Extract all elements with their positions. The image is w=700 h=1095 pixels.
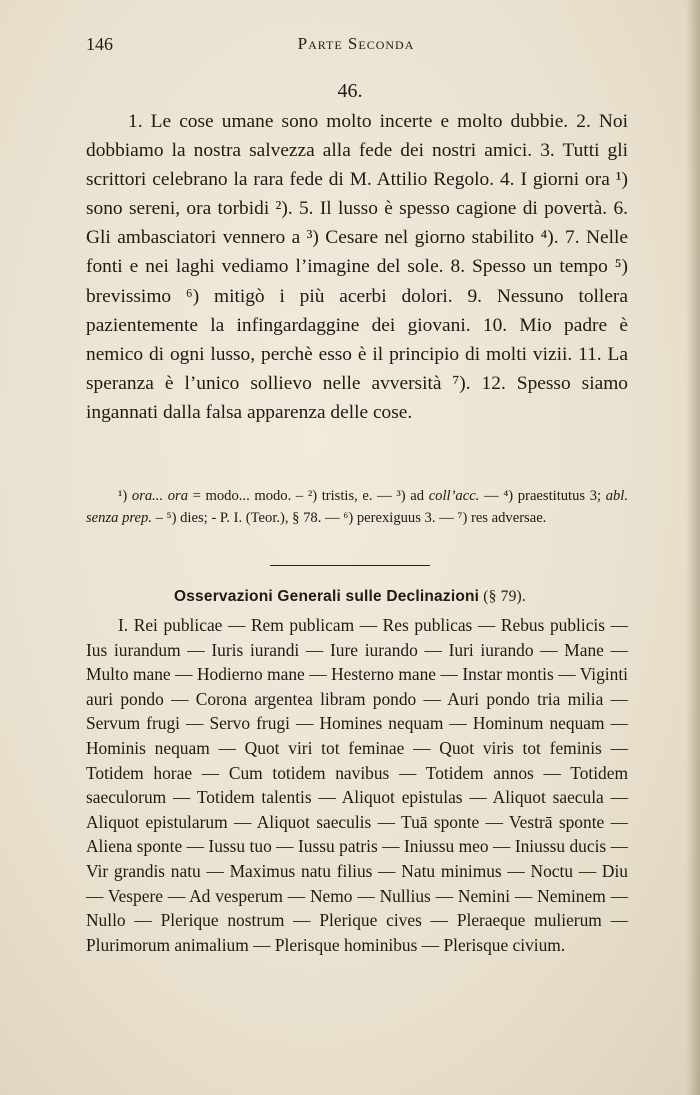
section-title-text: Osservazioni Generali sulle Declinazioni [173, 588, 480, 605]
footnote-5-7-gloss: – ⁵) dies; - P. I. (Teor.), § 78. — ⁶) perexiguus 3. — ⁷) res adversae. [151, 510, 547, 526]
section-title [0, 588, 700, 606]
section-text: I. Rei publicae — Rem publicam — Res publicas — Rebus publicis — Ius iurandum — Iuris iurandi — Iure iurando — Iuri iurando — Mane — Multo mane — Hodierno mane — Hesterno mane — Instar montis — Viginti auri pondo — Corona argentea libram pondo — Auri pondo tria milia — Servum frugi — Servo frugi — Homines nequam — Hominum nequam — Hominis nequam — Quot viri tot feminae — Quot viris tot feminis — Totidem horae — Cum totidem navibus — Totidem annos — Totidem saeculorum — Totidem talentis — Aliquot epistulas — Aliquot saecula — Aliquot epistularum — Aliquot saeculis — Tuā sponte — Vestrā sponte — Aliena sponte — Iussu tuo — Iussu patris — Iniussu meo — Iniussu ducis — Vir grandis natu — Maximus natu filius — Natu minimus — Noctu — Diu — Vespere — Ad vesperum — Nemo — Nullius — Nemini — Neminem — Nullo — Plerique nostrum — Plerique cives — Pleraeque mulierum — Plurimorum animalium — Plerisque hominibus — Plerisque civium. [86, 615, 628, 955]
footnote-1-term: ora... ora [131, 488, 189, 504]
section-divider [270, 565, 430, 566]
exercise-text: 1. Le cose umane sono molto incerte e molto dubbie. 2. Noi dobbiamo la nostra salvezza alla fede dei nostri amici. 3. Tutti gli scrittori celebrano la rara fede di M. Attilio Regolo. 4. I giorni ora ¹) sono sereni, ora torbidi ²). 5. Il lusso è spesso cagione di povertà. 6. Gli ambasciatori vennero a ³) Cesare nel giorno stabilito ⁴). 7. Nelle fonti e nei laghi vediamo l’imagine del sole. 8. Spesso un tempo ⁵) brevissimo ⁶) mitigò i più acerbi dolori. 9. Nessuno tollera pazientemente la infingardaggine dei giovani. 10. Mio padre è nemico di ogni lusso, perchè esso è il principio di molti vizii. 11. La speranza è l’unico sollievo nelle avversità ⁷). 12. Spesso siamo ingannati dalla falsa apparenza delle cose. [86, 111, 628, 423]
footnote-1-gloss: = modo... modo. – ²) tristis, e. — ³) ad [188, 488, 429, 504]
section-ref: (§ 79). [479, 588, 526, 605]
page-header [86, 34, 626, 58]
running-title: Parte Seconda [297, 34, 415, 53]
page-number: 146 [86, 34, 113, 54]
footnote-3-term: coll’acc. [428, 488, 480, 504]
footnote-4-gloss: — ⁴) praestitutus 3; [479, 488, 606, 504]
exercise-number: 46. [337, 80, 363, 102]
footnote-4-term: abl. senza prep. [86, 488, 628, 526]
page-edge-shadow [686, 0, 700, 1095]
footnotes [86, 485, 628, 529]
footnote-1-mark: ¹) [118, 488, 128, 504]
